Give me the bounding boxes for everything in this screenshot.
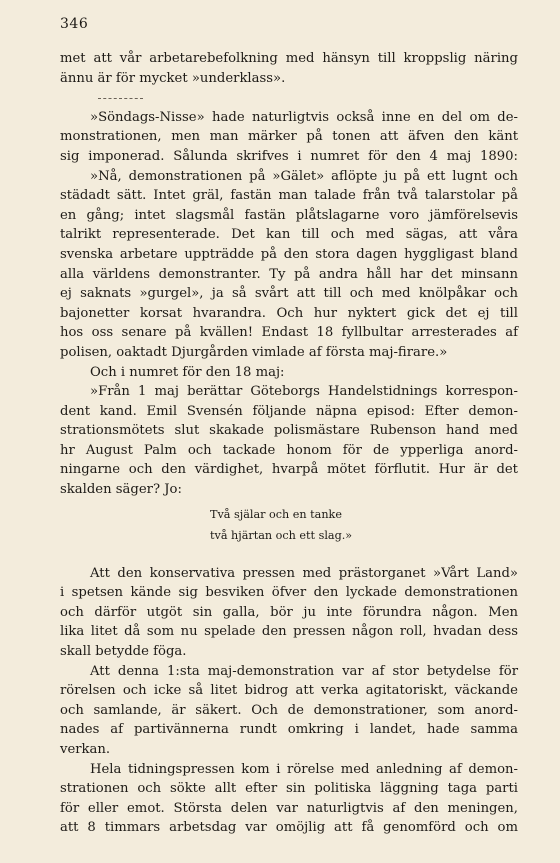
text-line: met att vår arbetarebefolkning med hänsyn till kroppslig näring [60,51,518,66]
text-line: för eller emot. Största delen var naturligtvis af den meningen, [60,800,518,816]
text-line: Att denna 1:sta maj-demonstration var af stor betydelse för [90,663,518,679]
text-line: i spetsen kände sig besviken öfver den lyckade demonstrationen [60,585,518,601]
text-line: »Söndags-Nisse» hade naturligtvis också inne en del om de- [90,109,518,125]
text-line: hr August Palm och tackade honom för de ypperliga anord- [60,442,518,458]
poem-line: Två själar och en tanke [210,507,342,521]
page-body-text [60,49,518,838]
text-line: hos oss senare på kvällen! Endast 18 fyllbultar arresterades af [60,325,518,341]
text-line: lika litet då som nu spelade den pressen någon roll, hvadan dess [60,624,518,640]
text-line: ännu är för mycket »underklass». [60,70,286,86]
text-line: strationen och sökte allt efter sin politiska läggning taga parti [60,781,518,797]
text-line: städadt sätt. Intet gräl, fastän man talade från två talarstolar på [60,188,518,204]
text-line: och samlande, är säkert. Och de demonstrationer, som anord- [60,702,518,718]
poem-line: två hjärtan och ett slag.» [210,528,353,542]
text-line: bajonetter korsat hvarandra. Och hur nyktert gick det ej till [60,305,518,321]
text-line: talrikt representerade. Det kan till och med sägas, att våra [60,227,518,243]
text-line: Att den konservativa pressen med prästorganet »Vårt Land» [90,565,518,581]
text-line: »Från 1 maj berättar Göteborgs Handelstidnings korrespon- [90,384,518,400]
page-number: 346 [60,16,89,32]
text-line: »Nå, demonstrationen på »Gälet» aflöpte ju på ett lugnt och [90,168,518,184]
text-line: polisen, oaktadt Djurgården vimlade af första maj-firare.» [60,344,448,360]
text-line: Hela tidningspressen kom i rörelse med anledning af demon- [90,761,518,777]
text-line: Och i numret för den 18 maj: [90,364,285,380]
text-line: en gång; intet slagsmål fastän plåtslagarne voro jämförelsevis [60,207,518,223]
text-line: skalden säger? Jo: [60,482,182,498]
text-line: ningarne och den värdighet, hvarpå mötet förflutit. Hur är det [60,462,518,478]
text-line: dent kand. Emil Svensén följande näpna episod: Efter demon- [60,403,518,419]
text-line: nades af partivännerna rundt omkring i landet, hade samma [60,722,518,738]
text-line: sig imponerad. Sålunda skrifves i numret för den 4 maj 1890: [60,148,518,164]
text-line: att 8 timmars arbetsdag var omöjlig att få genomförd och om [60,820,518,836]
section-separator [60,88,518,108]
text-line: skall betydde föga. [60,644,187,660]
text-line: och därför utgöt sin galla, bör ju inte förundra någon. Men [60,604,518,620]
text-line: verkan. [60,742,111,757]
text-line: rörelsen och icke så litet bidrog att verka agitatoriskt, väckande [60,683,518,699]
text-line: strationsmötets slut skakade polismästare Rubenson hand med [60,423,518,439]
text-line: svenska arbetare uppträdde på den stora dagen hyggligast bland [60,246,518,262]
text-line: alla världens demonstranter. Ty på andra håll har det minsann [60,266,518,282]
text-line: ej saknats »gurgel», ja så svårt att till och med knölpåkar och [60,286,518,302]
text-line: monstrationen, men man märker på tonen att äfven den känt [60,129,518,145]
